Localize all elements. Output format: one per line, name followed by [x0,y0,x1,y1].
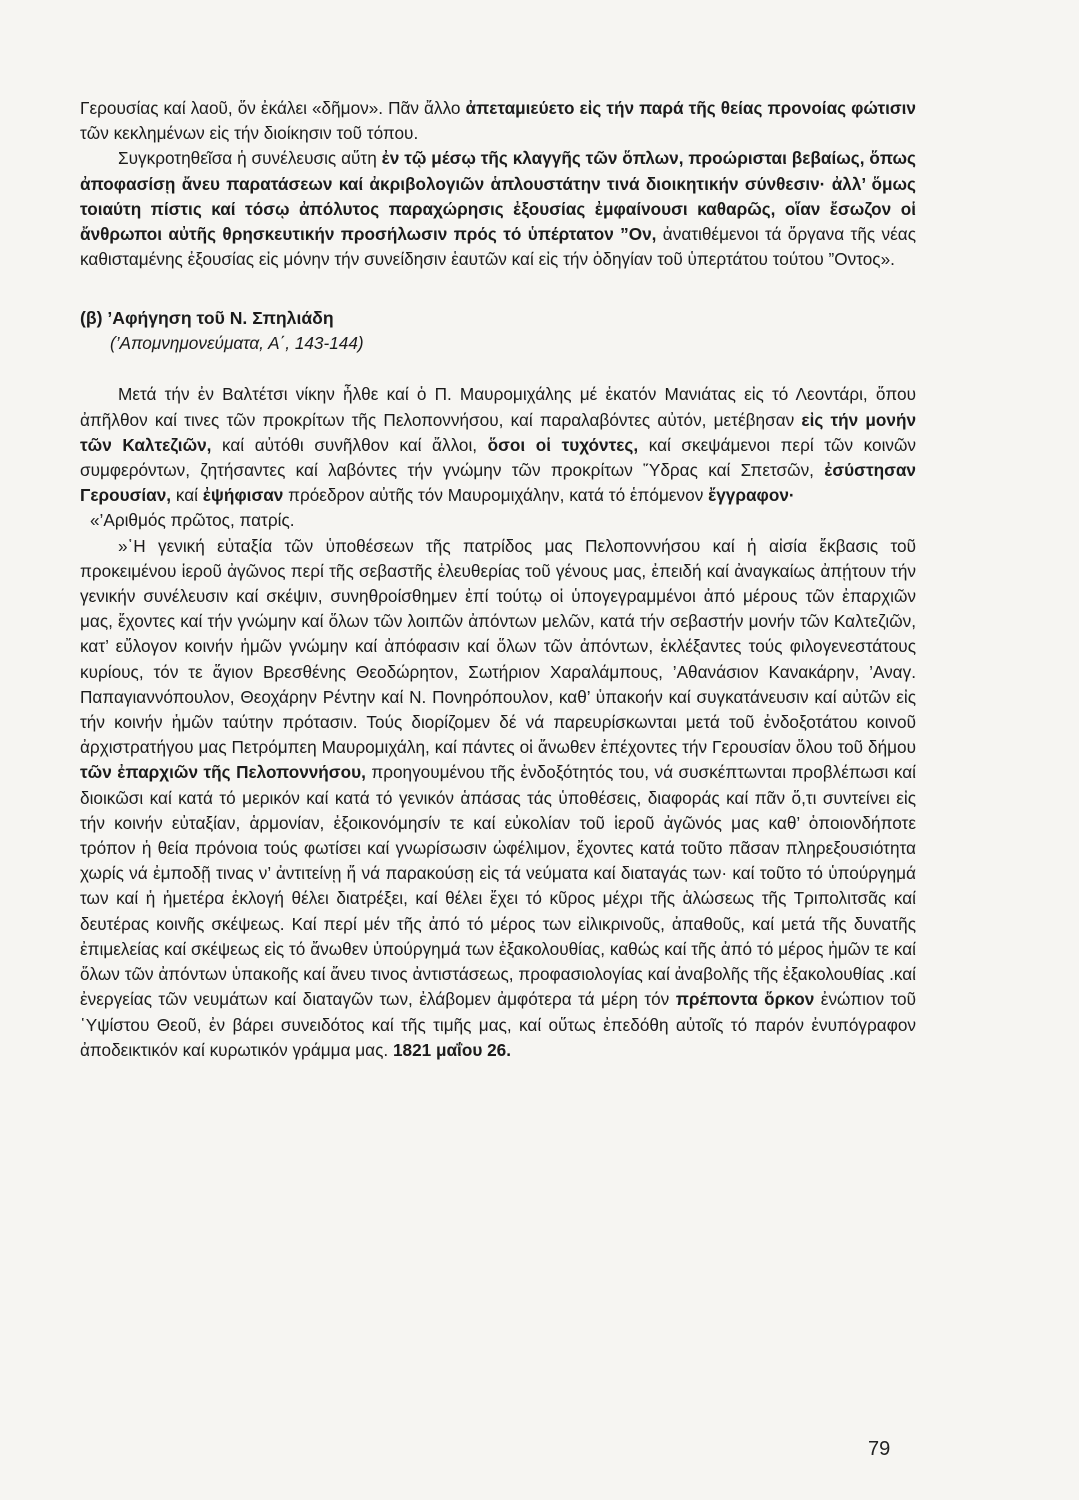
document-bold-1: τῶν ἐπαρχιῶν τῆς Πελοποννήσου, [80,762,366,783]
narrative-bold-3: ἐσύστησαν Γερουσίαν, [80,460,916,506]
document-title-line: «’Αριθμός πρῶτος, πατρίς. [90,510,295,531]
narrative-bold-1: εἰς τήν μονήν τῶν Καλτεζιῶν, [80,409,916,455]
narrative-text-3: καί σκεψάμενοι περί τῶν κοινῶν συμφερόντων, ζητήσαντες καί λαβόντες τήν γνώμην τῶν προκρίτων ῞Υδρας καί Σπετσῶν, [80,434,916,481]
page-number: 79 [868,1438,891,1460]
assembly-text-2: ἀνατιθέμενοι τά ὄργανα τῆς νέας καθισταμένης ἐξουσίας εἰς μόνην τήν συνείδησιν ἑαυτῶν καί εἰς τήν ὁδηγίαν τοῦ ὑπερτάτου τούτου ”Οντος». [80,224,916,270]
document-text-1: »῾Η γενική εὐταξία τῶν ὑποθέσεων τῆς πατρίδος μας Πελοποννήσου καί ἡ αἰσία ἔκβασις τοῦ προκειμένου ἱεροῦ ἀγῶνος περί τῆς σεβαστῆς ἐλευθερίας τοῦ γένους μας, ἐπειδή καί ἀναγκαίως ἀπῄτουν τήν γενικήν συνέλευσιν καί σκέψιν, συνηθροίσθημεν ἐπί τούτῳ οἱ ὑπογεγραμμένοι ἀπό μέρους τῶν ἐπαρχιῶν μας, ἔχοντες καί τήν γνώμην καί ὅλων τῶν λοιπῶν ἀπόντων μελῶν, κατά τήν σεβαστήν μονήν τῶν Καλτεζιῶν, κατ’ εὔλογον κοινήν ἡμῶν γνώμην καί ἀπόφασιν καί ὅλων τῶν ἀπόντων, ἐκλέξαντες τούς φιλογενεστάτους κυρίους, τόν τε ἅγιον Βρεσθένης Θεοδώρητον, Σωτήριον Χαραλάμπους, ’Αθανάσιον Κανακάρην, ’Αναγ. Παπαγιαννόπουλον, Θεοχάρην Ρέντην καί Ν. Πονηρόπουλον, καθ’ ὑπακοήν καί συγκατάνευσιν καί αὐτῶν εἰς τήν κοινήν ἡμῶν ταύτην πρότασιν. Τούς διορίζομεν δέ νά παρευρίσκωνται μετά τοῦ ἐνδοξοτάτου κοινοῦ ἀρχιστρατήγου μας Πετρόμπεη Μαυρομιχάλη, καί πάντες οἱ ἄνωθεν ἐπέχοντες τήν Γερουσίαν ὅλου τοῦ δήμου [80,535,916,758]
intro-paragraph [80,96,916,146]
section-source: (’Απομνημονεύματα, Α΄, 143-144) [110,333,364,354]
narrative-bold-5: ἔγγραφον· [708,485,795,506]
assembly-bold: ἐν τῷ μέσῳ τῆς κλαγγῆς τῶν ὅπλων, προώρισται βεβαίως, ὅπως ἀποφασίσῃ ἄνευ παρατάσεων καί ἀκριβολογιῶν ἁπλουστάτην τινά διοικητικήν σύνθεσιν· ἀλλ’ ὅμως τοιαύτη πίστις καί τόσῳ ἀπόλυτος παραχώρησις ἐξουσίας ἐμφαίνουσι καθαρῶς, οἵαν ἔσωζον οἱ ἄνθρωποι αὐτῆς θρησκευτικήν προσήλωσιν πρός τό ὑπέρτατον ”Ον, [80,148,916,245]
section-spacer [80,272,916,306]
narrative-text-5: πρόεδρον αὐτῆς τόν Μαυρομιχάλην, κατά τό ἑπόμενον [283,485,709,506]
document-text-2: προηγουμένου τῆς ἐνδοξότητός του, νά συσκέπτωνται προβλέπωσι καί διοικῶσι καί κατά τό μερικόν καί κατά τό γενικόν ἁπάσας τάς ὑποθέσεις, διαφοράς καί πᾶν ὅ,τι συντείνει εἰς τήν κοινήν εὐταξίαν, ἁρμονίαν, ἐξοικονόμησίν τε καί εὐκολίαν τοῦ ἱεροῦ ἀγῶνός μας καθ’ ὁποιονδήποτε τρόπον ἡ θεία πρόνοια τούς φωτίσει καί γνωρίσωσιν ὠφέλιμον, ἔχοντες κατά τοῦτο πᾶσαν πληρεξουσιότητα χωρίς νά ἐμποδῇ τινας ν’ ἀντιτείνῃ ἤ νά παρακούσῃ εἰς τά νεύματα καί διαταγάς των· καί τοῦτο τό ὑπούργημά των καί ἡ ἡμετέρα ἐκλογή θέλει διατρέξει, καί θέλει ἔχει τό κῦρος μέχρι τῆς ἁλώσεως τῆς Τριπολιτσᾶς καί δευτέρας κοινῆς σκέψεως. Καί περί μέν τῆς ἀπό τό μέρος των εἰλικρινοῦς, ἀπαθοῦς, καί μετά τῆς δυνατῆς ἐπιμελείας καί σκέψεως εἰς τό ἄνωθεν ὑπούργημά των ἐξακολουθίας, καθώς καί τῆς ἀπό τό μέρος ἡμῶν τε καί ὅλων τῶν ἀπόντων ὑπακοῆς καί ἄνευ τινος ἀντιστάσεως, προφασιολογίας καί ἀναβολῆς τῆς ἐξακολουθίας .καί ἐνεργείας τῶν νευμάτων καί διαταγῶν των, ἐλάβομεν ἀμφότερα τά μέρη τόν [80,762,916,1010]
document-bold-2: πρέποντα ὅρκον [675,989,815,1010]
document-body [80,534,916,1063]
document-bold-3: 1821 μαΐου 26. [392,1039,511,1060]
document-text-3: ἐνώπιον τοῦ ῾Υψίστου Θεοῦ, ἐν βάρει συνειδότος καί τῆς τιμῆς μας, καί οὕτως ἐπεδόθη αὐτοῖς τό παρόν ἐνυπόγραφον ἀποδεικτικόν καί κυρωτικόν γράμμα μας. [80,989,916,1060]
narrative-text-1: Μετά τήν ἐν Βαλτέτσι νίκην ἦλθε καί ὁ Π. Μαυρομιχάλης μέ ἑκατόν Μανιάτας εἰς τό Λεοντάρι, ὅπου ἀπῆλθον καί τινες τῶν προκρίτων τῆς Πελοποννήσου, καί παραλαβόντες αὐτόν, μετέβησαν [80,384,916,430]
page-text [80,96,916,1063]
narrative-bold-2: ὅσοι οἱ τυχόντες, [487,434,639,455]
heading-spacer [80,356,916,382]
intro-text-1: Γερουσίας καί λαοῦ, ὅν ἐκάλει «δῆμον». Πᾶν ἄλλο [80,98,466,118]
narrative-text-2: καί αὐτόθι συνῆλθον καί ἄλλοι, [211,434,488,455]
narrative-bold-4: ἐψήφισαν [202,485,284,506]
assembly-text-1: Συγκροτηθεῖσα ἡ συνέλευσις αὕτη [118,148,382,169]
intro-bold-1: ἀπεταμιεύετο εἰς τήν παρά τῆς θείας προνοίας φώτισιν [465,98,916,118]
narrative-text-4: καί [171,485,203,506]
intro-text-2: τῶν κεκλημένων εἰς τήν διοίκησιν τοῦ τόπου. [80,123,419,144]
section-heading: (β) ’Αφήγηση τοῦ Ν. Σπηλιάδη [80,308,334,329]
narrative-paragraph [80,382,916,508]
assembly-paragraph [80,146,916,272]
